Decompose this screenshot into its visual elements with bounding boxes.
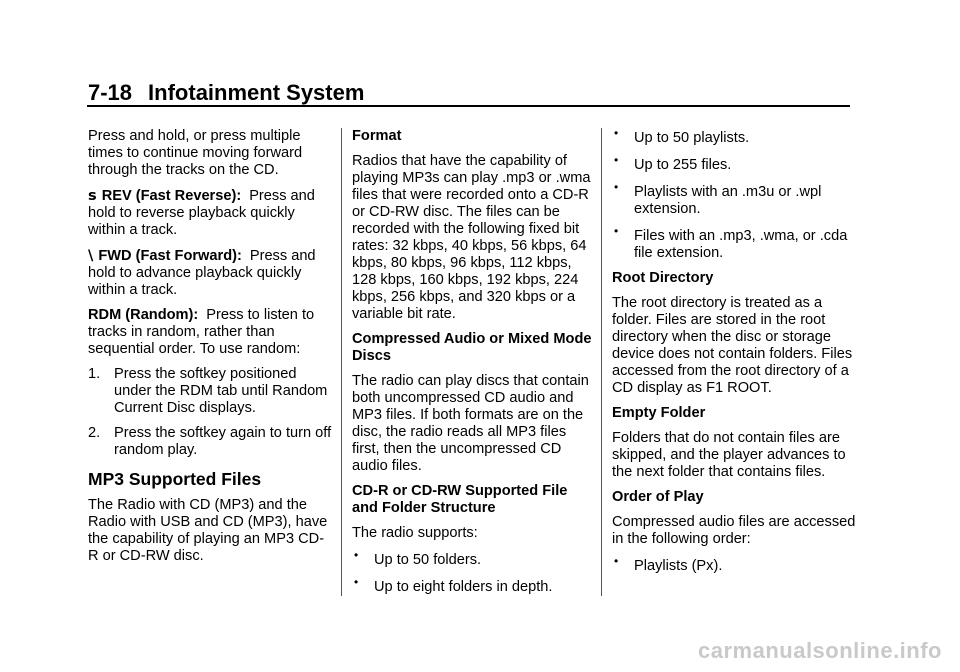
list-number: 1. (88, 366, 101, 382)
column-2 (352, 128, 597, 604)
paragraph: Folders that do not contain files are skipped, and the player advances to the next folder that contains files. (612, 430, 846, 480)
bullet-icon: • (614, 153, 619, 167)
fwd-paragraph (88, 247, 333, 299)
bullet-item (612, 556, 857, 575)
fwd-text: Press and hold to advance playback quickly within a track. (88, 248, 316, 298)
rev-label: REV (Fast Reverse): (101, 188, 242, 204)
subheading: Empty Folder (612, 405, 706, 421)
list-text: Press the softkey positioned under the RDM tab until Random Current Disc displays. (114, 366, 328, 416)
fast-reverse-icon: s (88, 187, 97, 204)
bullet-text: Files with an .mp3, .wma, or .cda file extension. (634, 228, 848, 261)
column-divider (341, 128, 342, 596)
list-item (88, 425, 333, 459)
list-item (88, 366, 333, 417)
bullet-text: Up to 255 files. (634, 157, 732, 173)
subheading: Compressed Audio or Mixed Mode Discs (352, 331, 592, 364)
paragraph: The radio supports: (352, 525, 478, 541)
fwd-label: FWD (Fast Forward): (98, 248, 242, 264)
rev-paragraph (88, 187, 333, 239)
paragraph: The Radio with CD (MP3) and the Radio with USB and CD (MP3), have the capability of playing an MP3 CD-R or CD-RW disc. (88, 497, 328, 564)
paragraph: The radio can play discs that contain both uncompressed CD audio and MP3 files. If both formats are on the disc, the radio reads all MP3 files first, then the uncompressed CD audio files. (352, 373, 589, 474)
bullet-item (612, 226, 857, 262)
section-heading: MP3 Supported Files (88, 469, 262, 489)
paragraph: Press and hold, or press multiple times to continue moving forward through the tracks on the CD. (88, 128, 303, 178)
column-3 (612, 128, 857, 583)
bullet-text: Playlists with an .m3u or .wpl extension. (634, 184, 822, 217)
subheading: Root Directory (612, 270, 714, 286)
subheading: Format (352, 128, 402, 144)
bullet-icon: • (354, 548, 359, 562)
bullet-text: Up to eight folders in depth. (374, 579, 553, 595)
bullet-icon: • (614, 554, 619, 568)
bullet-text: Up to 50 playlists. (634, 130, 750, 146)
fast-forward-icon: \ (88, 247, 94, 264)
page-title: Infotainment System (148, 80, 365, 105)
header-rule (87, 105, 850, 107)
list-text: Press the softkey again to turn off random play. (114, 425, 332, 458)
paragraph: Radios that have the capability of playing MP3s can play .mp3 or .wma files that were recorded onto a CD-R or CD-RW disc. The files can be recorded with the following fixed bit rates: 32 kbps, 40 kbps, 56 kbps, 64 kbps, 80 kbps, 96 kbps, 112 kbps, 128 kbps, 160 kbps, 192 kbps, 224 kbps, 256 kbps, and 320 kbps or a variable bit rate. (352, 153, 591, 322)
bullet-icon: • (614, 180, 619, 194)
subheading: CD-R or CD-RW Supported File and Folder Structure (352, 483, 568, 516)
bullet-item (612, 128, 857, 147)
list-number: 2. (88, 425, 101, 441)
bullet-item (352, 550, 597, 569)
paragraph: The root directory is treated as a folder. Files are stored in the root directory when the disc or storage device does not contain folders. Files accessed from the root directory of a CD display as F1 ROOT. (612, 295, 853, 396)
page-header (88, 80, 364, 106)
bullet-icon: • (614, 126, 619, 140)
rev-text: Press and hold to reverse playback quickly within a track. (88, 188, 315, 238)
rdm-paragraph (88, 307, 333, 358)
bullet-item (612, 182, 857, 218)
page-number: 7-18 (88, 80, 133, 105)
paragraph: Compressed audio files are accessed in the following order: (612, 514, 856, 547)
rdm-label: RDM (Random): (88, 307, 199, 323)
column-1 (88, 128, 333, 573)
rdm-text: Press to listen to tracks in random, rather than sequential order. To use random: (88, 307, 315, 357)
column-divider (601, 128, 602, 596)
watermark: carmanualsonline.info (698, 638, 942, 663)
bullet-item (612, 155, 857, 174)
bullet-icon: • (614, 224, 619, 238)
subheading: Order of Play (612, 489, 704, 505)
bullet-item (352, 577, 597, 596)
bullet-icon: • (354, 575, 359, 589)
bullet-text: Up to 50 folders. (374, 552, 482, 568)
bullet-text: Playlists (Px). (634, 558, 723, 574)
